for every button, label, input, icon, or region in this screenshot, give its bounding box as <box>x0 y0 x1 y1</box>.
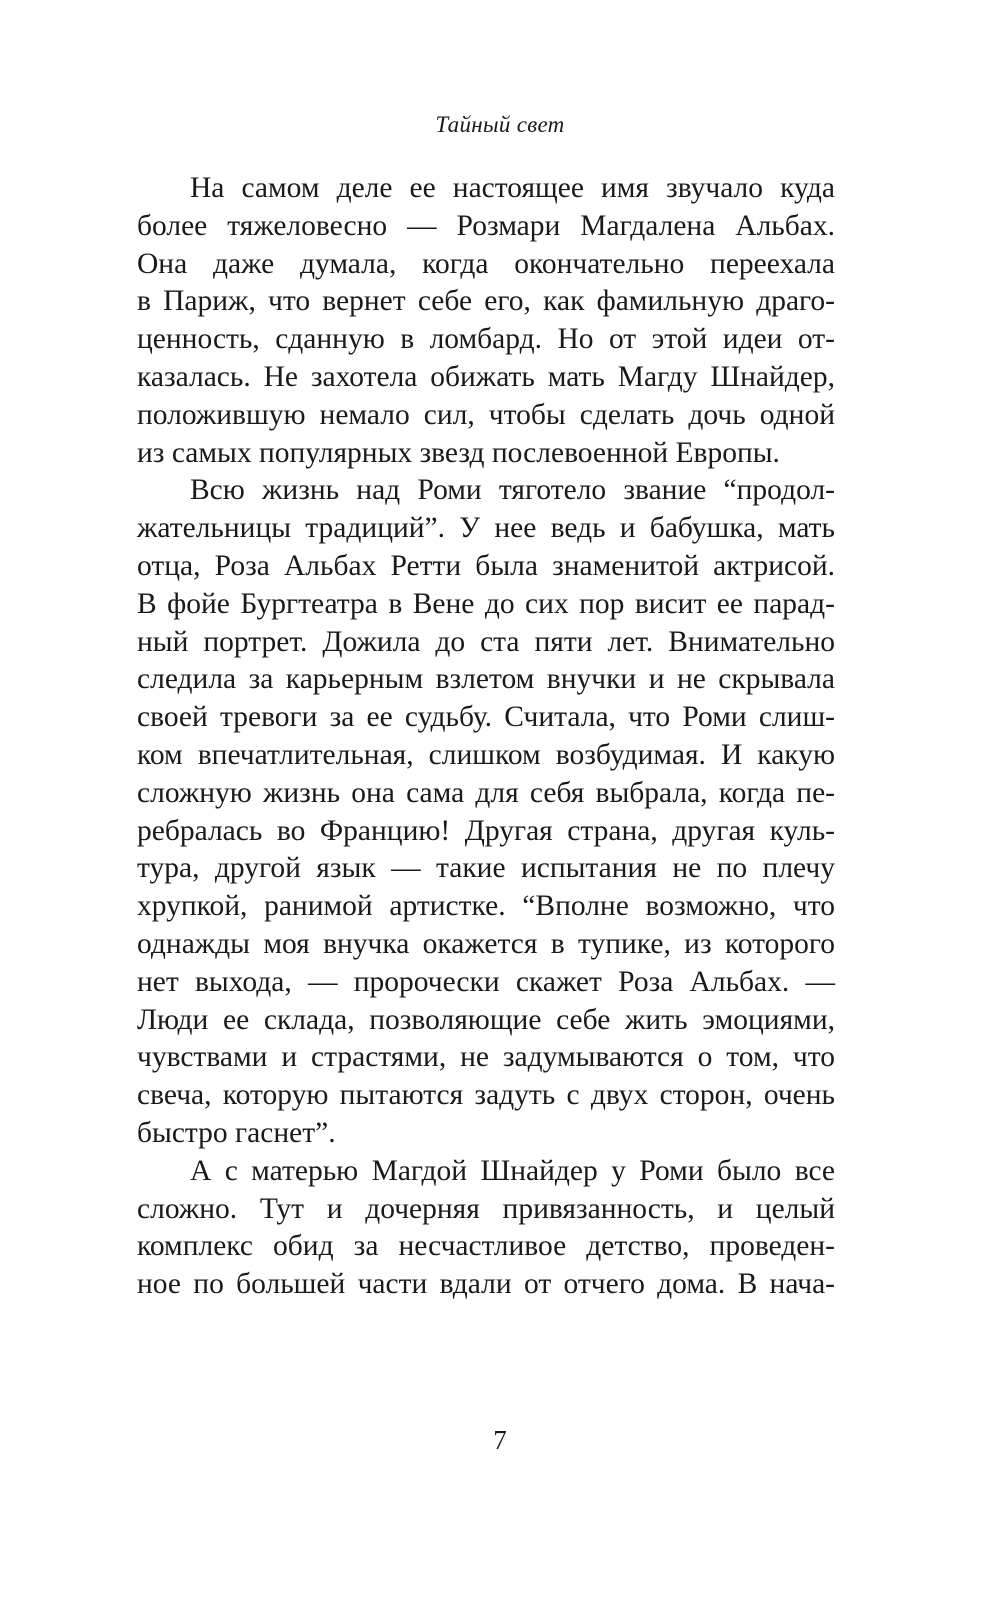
text-line: А с матерью Магдой Шнайдер у Роми было все <box>190 1154 835 1187</box>
text-line: следила за карьерным взлетом внучки и не скрывала <box>137 663 835 696</box>
text-line: комплекс обид за несчастливое детство, проведен- <box>137 1230 835 1263</box>
text-line: положившую немало сил, чтобы сделать дочь одной <box>137 398 835 431</box>
text-line: казалась. Не захотела обижать мать Магду Шнайдер, <box>137 360 835 393</box>
text-line: чувствами и страстями, не задумываются о том, что <box>137 1041 835 1074</box>
text-line: однажды моя внучка окажется в тупике, из которого <box>137 927 835 960</box>
text-line: На самом деле ее настоящее имя звучало куда <box>190 172 835 204</box>
text-line: ком впечатлительная, слишком возбудимая. И какую <box>137 738 835 771</box>
text-line: Люди ее склада, позволяющие себе жить эмоциями, <box>137 1003 835 1036</box>
text-line: из самых популярных звезд послевоенной Европы. <box>137 436 780 469</box>
text-line: Она даже думала, когда окончательно переехала <box>137 247 835 280</box>
running-header: Тайный свет <box>435 112 565 137</box>
text-line: В фойе Бургтеатра в Вене до сих пор висит ее парад- <box>137 587 835 620</box>
body-text <box>137 170 835 1304</box>
text-line: сложную жизнь она сама для себя выбрала, когда пе- <box>137 776 835 809</box>
text-line: ценность, сданную в ломбард. Но от этой идеи от- <box>137 323 835 356</box>
text-line: жательницы традиций”. У нее ведь и бабушка, мать <box>137 512 835 545</box>
text-line: отца, Роза Альбах Ретти была знаменитой актрисой. <box>137 549 835 582</box>
text-line: ребралась во Францию! Другая страна, другая куль- <box>137 814 835 847</box>
text-line: сложно. Тут и дочерняя привязанность, и целый <box>137 1192 835 1225</box>
text-line: нет выхода, — пророчески скажет Роза Альбах. — <box>137 965 835 998</box>
text-line: Всю жизнь над Роми тяготело звание “продол- <box>190 474 835 507</box>
text-line: хрупкой, ранимой артистке. “Вполне возможно, что <box>137 890 835 923</box>
page-number: 7 <box>493 1425 507 1455</box>
text-line: более тяжеловесно — Розмари Магдалена Альбах. <box>137 209 835 242</box>
text-line: свеча, которую пытаются задуть с двух сторон, очень <box>137 1079 835 1112</box>
paragraph-2 <box>137 472 835 1152</box>
text-line: своей тревоги за ее судьбу. Считала, что Роми слиш- <box>137 701 835 734</box>
paragraph-3 <box>137 1153 835 1304</box>
text-line: ное по большей части вдали от отчего дома. В нача- <box>137 1268 835 1301</box>
text-line: ный портрет. Дожила до ста пяти лет. Внимательно <box>137 625 835 658</box>
paragraph-1 <box>137 170 835 472</box>
text-line: тура, другой язык — такие испытания не по плечу <box>137 852 835 885</box>
text-line: в Париж, что вернет себе его, как фамильную драго- <box>137 285 835 318</box>
text-line: быстро гаснет”. <box>137 1116 336 1149</box>
